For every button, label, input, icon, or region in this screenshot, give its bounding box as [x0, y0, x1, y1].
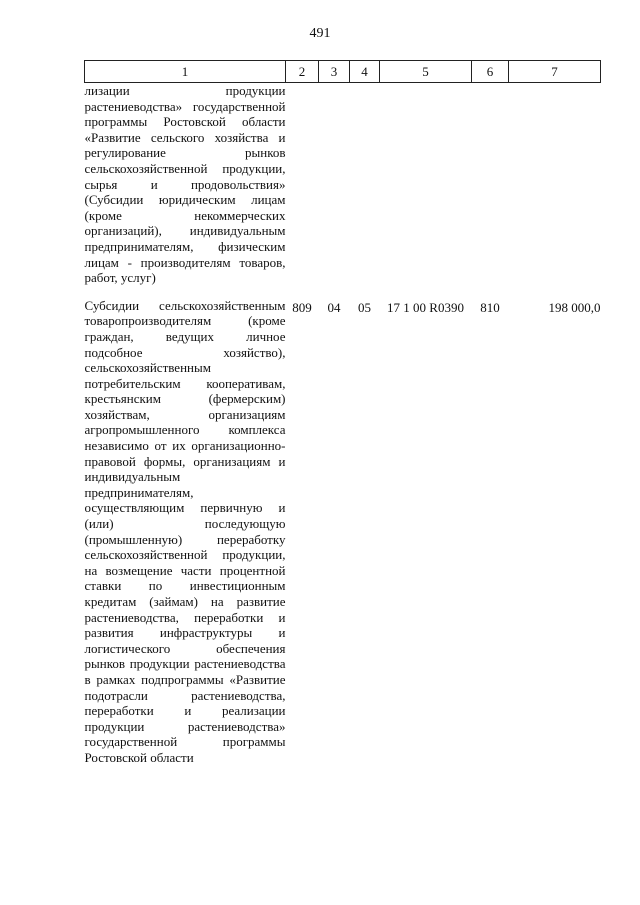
column-header: 5 [380, 61, 472, 83]
section-code [319, 83, 350, 286]
column-header: 6 [472, 61, 509, 83]
row-description: Субсидии сельскохозяйственным товаропроизводителям (кроме граждан, ведущих личное подсобное хозяйство), сельскохозяйственным потребительским кооперативам, крестьянским (фермерским) хозяйствам, организациям агропромышленного комплекса независимо от их организационно-правовой формы, организациям и индивидуальным предпринимателям, осуществляющим первичную и (или) последующую (промышленную) переработку сельскохозяйственной продукции, на возмещение части процентной ставки по инвестиционным кредитам (займам) на развитие растениеводства, переработки и развития инфраструктуры и логистического обеспечения рынков продукции растениеводства в рамках подпрограммы «Развитие подотрасли растениеводства, переработки и реализации продукции растениеводства» государственной программы Ростовской области [84, 297, 286, 765]
page-number: 491 [309, 26, 331, 41]
table-header-row [85, 61, 601, 83]
expense-type-code: 810 [480, 299, 500, 315]
ministry-code [286, 83, 319, 286]
target-article-code: 17 1 00 R0390 [387, 299, 464, 315]
target-article-code [380, 83, 472, 286]
amount-value [509, 83, 601, 286]
column-header: 1 [85, 61, 286, 83]
column-header: 7 [509, 61, 601, 83]
table-row [85, 286, 601, 766]
column-header: 4 [350, 61, 380, 83]
budget-table [84, 60, 601, 766]
column-header: 3 [319, 61, 350, 83]
column-header: 2 [286, 61, 319, 83]
table-row [85, 83, 601, 286]
ministry-code: 809 [292, 299, 312, 315]
subsection-code [350, 83, 380, 286]
row-description: лизации продукции растениеводства» государственной программы Ростовской области «Развитие сельского хозяйства и регулирование рынков сельскохозяйственной продукции, сырья и продовольствия» (Субсидии юридическим лицам (кроме некоммерческих организаций), индивидуальным предпринимателям, физическим лицам - производителям товаров, работ, услуг) [84, 83, 286, 286]
amount-value: 198 000,0 [548, 299, 601, 315]
subsection-code: 05 [358, 299, 371, 315]
expense-type-code [472, 83, 509, 286]
section-code: 04 [327, 299, 341, 315]
